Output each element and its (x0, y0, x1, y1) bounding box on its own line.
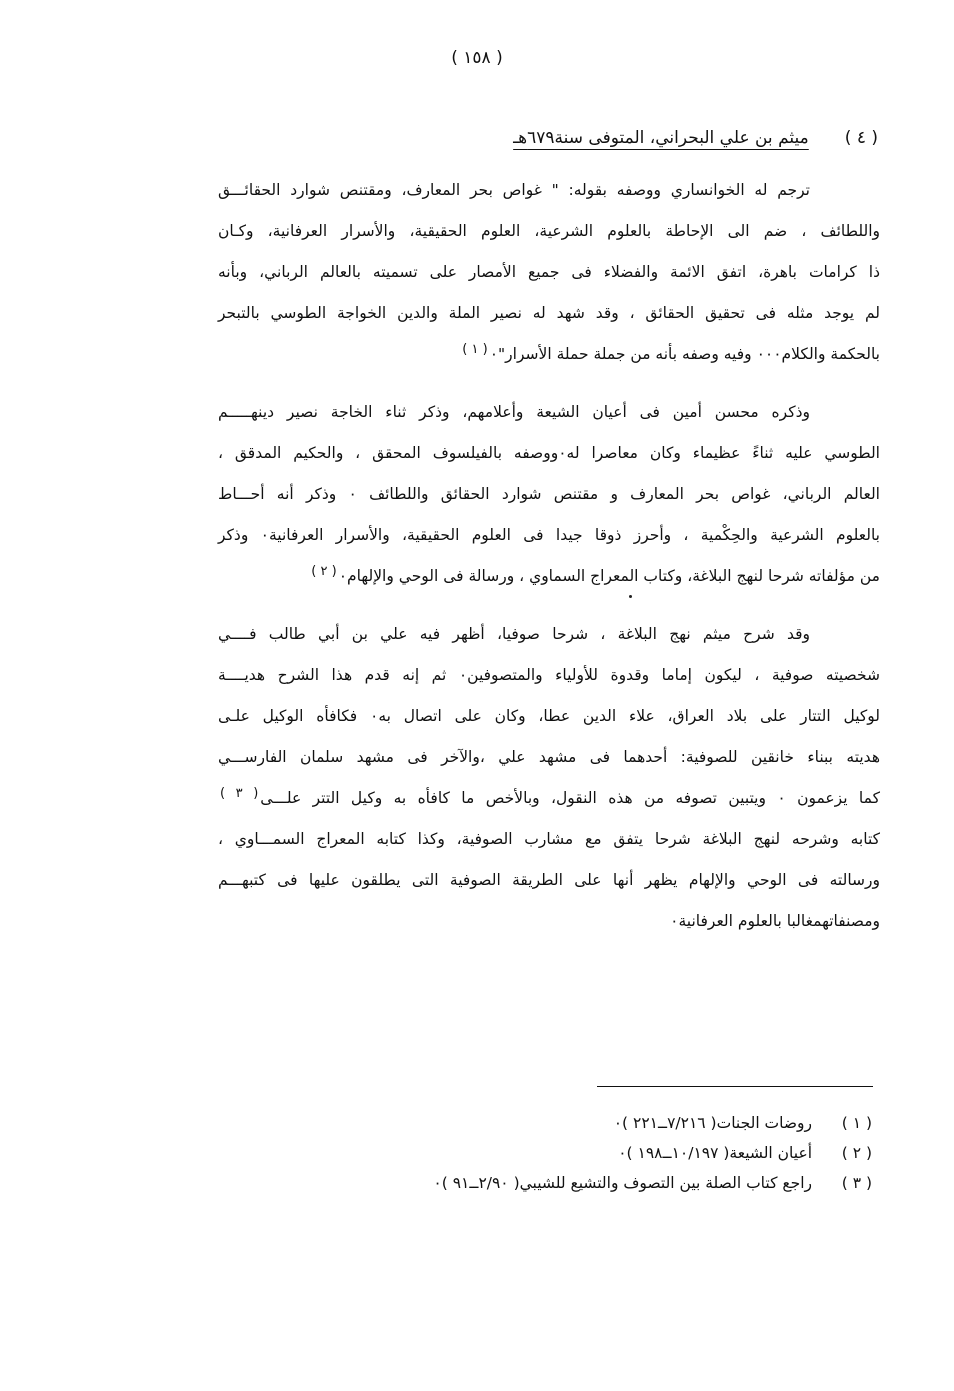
text-line (218, 556, 880, 597)
text-line (218, 515, 880, 556)
section-title: ميثم بن علي البحراني، المتوفى سنة٦٧٩هـ (513, 128, 809, 148)
footnote-2 (312, 1138, 872, 1168)
line-text: ذا كرامات باهرة، اتفق الائمة والفضلاء فى جميع الأمصار على تسميته بالعالم الرباني، وبأنه (218, 263, 880, 281)
line-text: لوكيل التتار على بلاد العراق، علاء الدين عطا، وكان على اتصال به٠ فكافأه الوكيل علـى (218, 707, 880, 725)
footnote-number: ( ١ ) (841, 1114, 872, 1132)
line-text: العالم الرباني، غواص بحر المعارف و مقتنص شوارد الحقائق واللطائف ٠ وذكر أنه أحـــاط (218, 485, 880, 503)
line-text: هديته ببناء خانقين للصوفية: أحدهما فى مشهد علي ،والآخر فى مشهد سلمان الفارســـي (218, 748, 880, 766)
line-text: الطوسي عليه ثناءً عظيماء وكان معاصرا له٠ووصفه بالفيلسوف المحقق ، والحكيم المدقق ، (218, 444, 880, 462)
section-heading (498, 128, 878, 148)
footnotes (312, 1108, 872, 1198)
text-line (218, 614, 880, 655)
paragraph-3 (218, 614, 880, 942)
text-line (218, 901, 880, 942)
text-line (218, 737, 880, 778)
line-text: من مؤلفاته شرحا لنهج البلاغة، وكتاب المعراج السماوي ، ورسالة فى الوحي والإلهام٠ (338, 567, 880, 585)
text-line (218, 778, 880, 819)
page-number: ( ١٥٨ ) (451, 48, 503, 68)
paragraph-2 (218, 392, 880, 597)
footnote-number: ( ٣ ) (841, 1174, 872, 1192)
line-text: بالعلوم الشرعية والحِكْمية ، وأحرز ذوقا جيدا فى العلوم الحقيقية، والأسرار العرفانية٠ وذكر (218, 526, 880, 544)
footnote-reference: ( ١ ) (462, 341, 488, 357)
footnote-text: راجع كتاب الصلة بين التصوف والتشيع للشيبي( ٢/٩٠ــ٩١ )٠ (433, 1174, 812, 1192)
footnote-3 (312, 1168, 872, 1198)
text-line (218, 696, 880, 737)
footnote-number: ( ٢ ) (841, 1144, 872, 1162)
text-line (218, 474, 880, 515)
line-text: كتابه وشرحه لنهج البلاغة شرحا يتفق مع مشارب الصوفية، وكذا كتابه المعراج السمـــاوي ، (218, 830, 880, 848)
text-line (218, 860, 880, 901)
line-text: شخصيته صوفية ، ليكون إماما وقدوة للأولياء والمتصوفين٠ ثم إنه قدم هذا الشرح هديــــة (218, 666, 880, 684)
text-line (218, 819, 880, 860)
text-line (218, 252, 880, 293)
text-line (218, 392, 880, 433)
line-text: وذكره محسن أمين فى أعيان الشيعة وأعلامهم، وذكر ثناء الخاجة نصير دينهـــــم (218, 403, 810, 421)
line-text: بالحكمة والكلام٠٠٠ وفيه وصفه بأنه من جملة حملة الأسرار"٠ (489, 345, 880, 363)
line-text: لم يوجد مثله فى تحقيق الحقائق ، وقد شهد له نصير الملة والدين الخواجة الطوسي بالتبحر (218, 304, 880, 322)
line-text: ورسالته فى الوحي والإلهام يظهر أنها على الطريقة الصوفية التى يطلقون عليها فى كتبهـــم (218, 871, 880, 889)
line-text: ومصنفاتهمغالبا بالعلوم العرفانية٠ (670, 912, 880, 930)
footnote-text: روضات الجنات( ٧/٢١٦ــ٢٢١ )٠ (613, 1114, 812, 1132)
line-text: وقد شرح ميثم نهج البلاغة ، شرحا صوفيا، أظهر فيه علي بن أبي طالب فــــي (218, 625, 810, 643)
text-line (218, 655, 880, 696)
line-text: كما يزعمون ٠ ويتبين تصوفه من هذه النقول، وبالأخص ما كافأه به وكيل التتر علـــى (260, 789, 880, 807)
footnote-divider (597, 1086, 873, 1087)
paragraph-1 (218, 170, 880, 375)
text-line (218, 293, 880, 334)
text-line (218, 334, 880, 375)
footnote-reference: ( ٢ ) (311, 563, 337, 579)
line-text: ترجم له الخوانساري ووصفه بقوله: " غواص بحر المعارف، ومقتنص شوارد الحقائـــق (218, 181, 810, 199)
text-line (218, 433, 880, 474)
stray-mark (629, 595, 632, 598)
text-line (218, 211, 880, 252)
footnote-reference: ( ٣ ) (220, 785, 259, 801)
footnote-text: أعيان الشيعة( ١٠/١٩٧ــ١٩٨ )٠ (618, 1144, 812, 1162)
footnote-1 (312, 1108, 872, 1138)
text-line (218, 170, 880, 211)
section-number: ( ٤ ) (844, 128, 878, 148)
line-text: واللطائف ، ضم الى الإحاطة بالعلوم الشرعية، العلوم الحقيقية، والأسرار العرفانية، وكـان (218, 222, 880, 240)
